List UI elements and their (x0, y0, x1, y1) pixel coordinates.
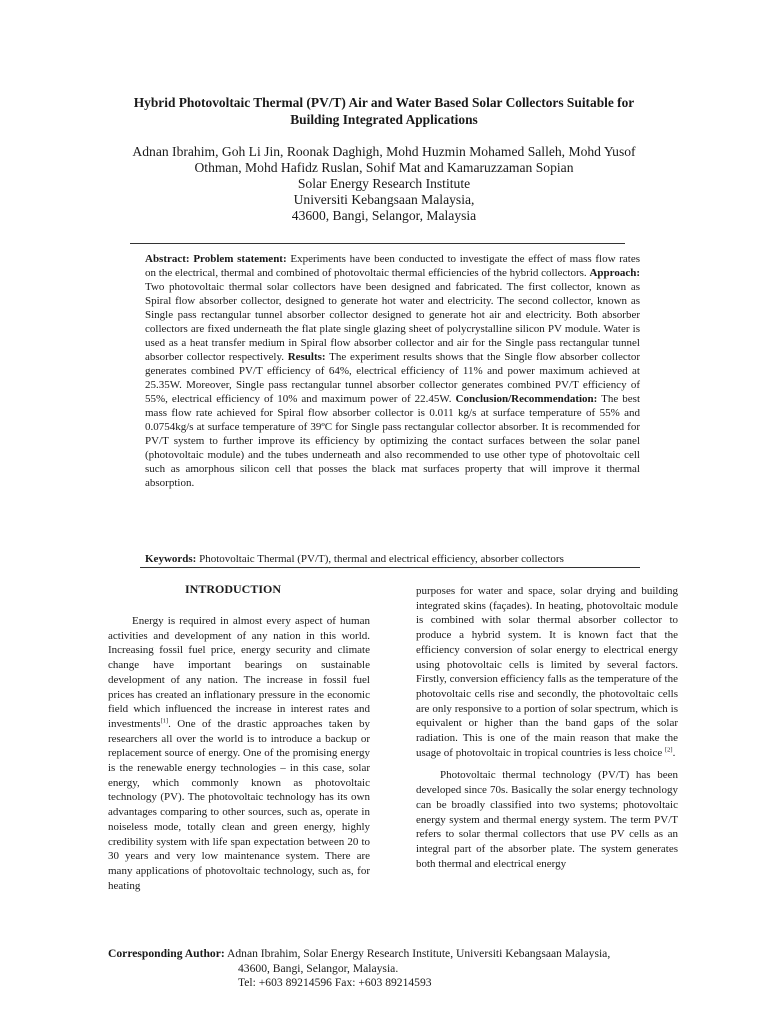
paragraph-text: . (672, 746, 676, 759)
paragraph-text: . One of the drastic approaches taken by researchers all over the world is to introduce a backup or replacement source of energy. One of the promising energy is the renewable energy technologies – in this case, solar energy, which commonly known as photovoltaic technology (PV). The photovoltaic technology has its own advantages comparing to other sources, such as, operate in noiseless mode, totally clean and green energy, highly credibility system with life span expectation between 20 to 30 years and very low maintenance system. There are many applications of photovoltaic technology, such as, for heating (108, 717, 370, 892)
affiliation-line-3: 43600, Bangi, Selangor, Malaysia (291, 208, 477, 223)
corresponding-line-2: 43600, Bangi, Selangor, Malaysia. (238, 961, 399, 975)
results-text: The experiment results shows that the Single flow absorber collector generates combined PV/T efficiency of 64%, electrical efficiency of 11% and power maximum achieved at 25.35W. Moreover, Single pass rectangular tunnel absorber collector generates combined PV/T efficiency of 55%, electrical efficiency of 10% and maximum power of 22.45W. (145, 351, 640, 405)
corresponding-label: Corresponding Author: (108, 947, 225, 960)
right-column (416, 584, 678, 871)
conclusion-label: Conclusion/Recommendation: (455, 393, 598, 405)
abstract-divider (130, 243, 625, 244)
keywords-label: Keywords: (145, 553, 197, 565)
title-line-2: Building Integrated Applications (290, 112, 478, 127)
authors-line-2: Othman, Mohd Hafidz Ruslan, Sohif Mat and Kamaruzzaman Sopian (194, 160, 574, 175)
problem-label: Problem statement: (193, 253, 287, 265)
abstract (145, 252, 640, 490)
problem-text: Experiments have been conducted to investigate the effect of mass flow rates on the electrical, thermal and combined of photovoltaic thermal efficiencies of the hybrid collectors. (145, 253, 641, 279)
conclusion-text: The best mass flow rate achieved for Spiral flow absorber collector is 0.011 kg/s at surface temperature of 55% and 0.0754kg/s at surface temperature of 39ºC for Single pass rectangular collector absorber. It is recommended for PV/T system to further improve its efficiency by optimizing the contact surfaces between the solar panel (photovoltaic module) and the tubes underneath and also recommended to use other type of photovoltaic cell such as amorphous silicon cell that posses the black mat surfaces property that will improve it thermal absorption. (145, 393, 640, 489)
paragraph-text: Energy is required in almost every aspect of human activities and development of any nation in this world. Increasing fossil fuel price, energy security and climate change have important bearings on sustainable development of any nation. The increase in fossil fuel prices has created an inflationary pressure in the economic field which influenced the increase in interest rates and investments (108, 615, 370, 730)
section-heading-introduction: INTRODUCTION (184, 582, 281, 596)
paragraph (416, 584, 678, 760)
approach-text: Two photovoltaic thermal solar collectors have been designed and fabricated. The first collector, known as Spiral flow absorber collector, designed to generate hot water and electricity. The second collector, known as Single pass rectangular tunnel absorber collector designed to generate hot air and electricity. Both absorber collectors are fixed underneath the flat plate single glazing sheet of polycrystalline silicon PV module. Water is used as a heat transfer medium in Spiral flow absorber collector and air for the Single pass rectangular tunnel absorber collector respectively. (145, 281, 640, 363)
title-line-1: Hybrid Photovoltaic Thermal (PV/T) Air and Water Based Solar Collectors Suitable for (133, 95, 635, 110)
corresponding-line-3: Tel: +603 89214596 Fax: +603 89214593 (238, 976, 432, 989)
affiliation-line-2: Universiti Kebangsaan Malaysia, (293, 192, 475, 207)
authors-line-1: Adnan Ibrahim, Goh Li Jin, Roonak Daghigh, Mohd Huzmin Mohamed Salleh, Mohd Yusof (132, 144, 636, 159)
results-label: Results: (287, 351, 326, 363)
citation-1[interactable]: [1] (160, 717, 169, 725)
citation-2[interactable]: [2] (664, 746, 673, 754)
paragraph-text: Photovoltaic thermal technology (PV/T) has been developed since 70s. Basically the solar energy technology can be broadly classified into two systems; photovoltaic energy system and thermal energy system. The term PV/T refers to solar thermal collectors that use PV cells as an integral part of the absorber plate. The system generates both thermal and electrical energy (416, 769, 678, 870)
left-column (108, 614, 370, 893)
affiliation-line-1: Solar Energy Research Institute (297, 176, 471, 191)
keywords-underline (140, 567, 640, 568)
paragraph (416, 768, 678, 871)
paragraph (108, 614, 370, 893)
corresponding-text: Adnan Ibrahim, Solar Energy Research Institute, Universiti Kebangsaan Malaysia, (224, 947, 611, 960)
corresponding-line-1 (108, 947, 678, 962)
keywords-text: Photovoltaic Thermal (PV/T), thermal and electrical efficiency, absorber collectors (196, 553, 564, 565)
author-block (100, 144, 668, 224)
paper-title (100, 94, 668, 128)
approach-label: Approach: (589, 267, 640, 279)
corresponding-author (108, 947, 678, 991)
keywords (145, 552, 640, 566)
abstract-label: Abstract: (145, 253, 190, 265)
paragraph-text: purposes for water and space, solar drying and building integrated skins (façades). In heating, photovoltaic module is combined with solar thermal absorber collector to produce a hybrid system. It is known fact that the efficiency conversion of solar energy to electrical energy using photovoltaic cells is limited by several factors. Firstly, conversion efficiency falls as the temperature of the photovoltaic cells rise and secondly, the photovoltaic cells are only responsive to a portion of solar spectrum, which is equivalent or higher than the band gaps of the solar radiation. This is one of the main reason that make the usage of photovoltaic in tropical countries is less choice (416, 585, 678, 759)
